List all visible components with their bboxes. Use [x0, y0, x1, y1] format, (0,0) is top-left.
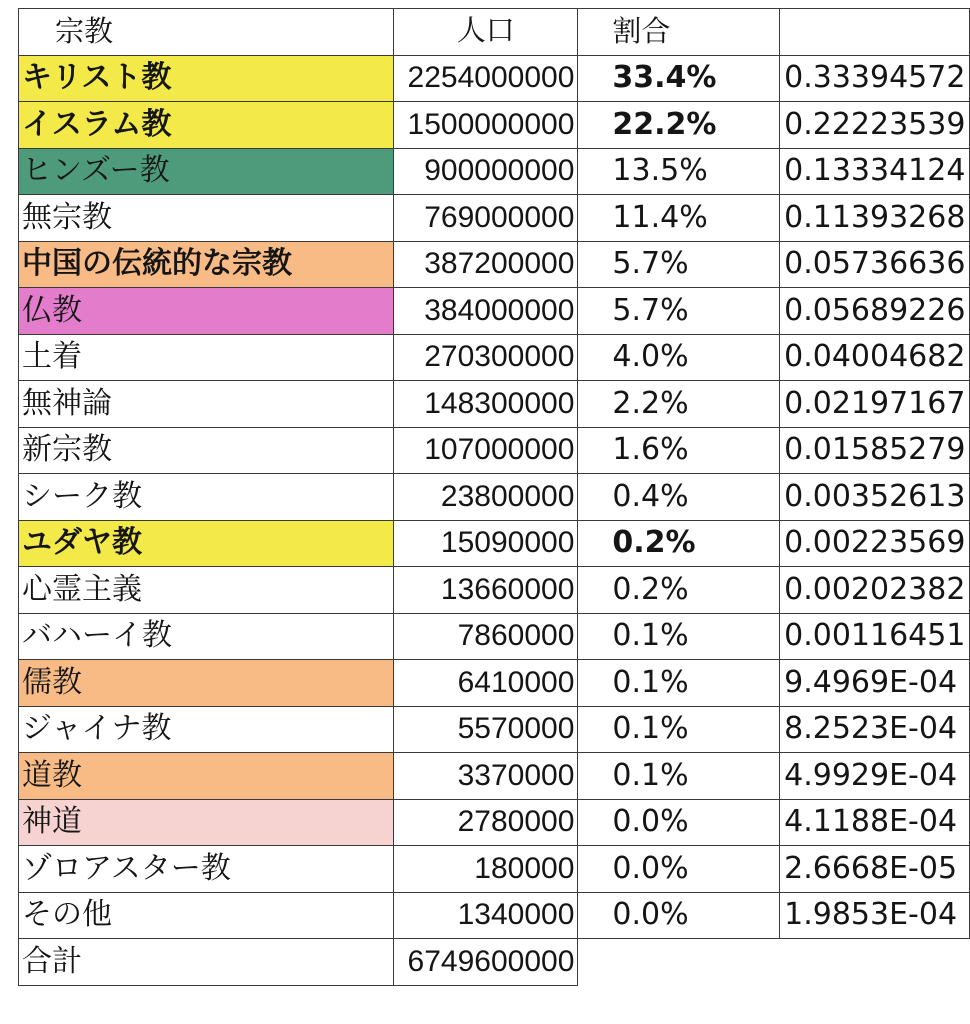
- ratio-cell: 4.9929E-04: [780, 753, 970, 800]
- table-row: [19, 195, 970, 242]
- header-row: [19, 9, 970, 56]
- share-cell: 0.1%: [578, 753, 780, 800]
- religion-name-cell: ジャイナ教: [19, 706, 394, 753]
- religion-name-cell: ヒンズー教: [19, 148, 394, 195]
- table-row: [19, 753, 970, 800]
- population-cell: 180000: [394, 846, 578, 893]
- share-cell: 11.4%: [578, 195, 780, 242]
- religion-name-cell: 儒教: [19, 660, 394, 707]
- population-cell: 384000000: [394, 288, 578, 335]
- ratio-cell: 0.00352613: [780, 474, 970, 521]
- population-cell: 5570000: [394, 706, 578, 753]
- religion-name-cell: 心霊主義: [19, 567, 394, 614]
- share-cell: 1.6%: [578, 427, 780, 474]
- table-row: [19, 799, 970, 846]
- ratio-cell: 0.00223569: [780, 520, 970, 567]
- ratio-cell: 0.04004682: [780, 334, 970, 381]
- population-cell: 900000000: [394, 148, 578, 195]
- header-ratio: [780, 9, 970, 56]
- population-cell: 6410000: [394, 660, 578, 707]
- religion-name-cell: その他: [19, 892, 394, 939]
- total-share-empty: [578, 939, 780, 986]
- population-cell: 769000000: [394, 195, 578, 242]
- table-row: [19, 567, 970, 614]
- religion-name-cell: シーク教: [19, 474, 394, 521]
- religion-name-cell: キリスト教: [19, 55, 394, 102]
- ratio-cell: 2.6668E-05: [780, 846, 970, 893]
- population-cell: 7860000: [394, 613, 578, 660]
- population-cell: 13660000: [394, 567, 578, 614]
- ratio-cell: 4.1188E-04: [780, 799, 970, 846]
- religion-name-cell: 神道: [19, 799, 394, 846]
- population-cell: 107000000: [394, 427, 578, 474]
- share-cell: 13.5%: [578, 148, 780, 195]
- religion-name-cell: 中国の伝統的な宗教: [19, 241, 394, 288]
- header-religion: 宗教: [19, 9, 394, 56]
- ratio-cell: 0.33394572: [780, 55, 970, 102]
- ratio-cell: 8.2523E-04: [780, 706, 970, 753]
- religion-name-cell: ユダヤ教: [19, 520, 394, 567]
- religion-name-cell: 無神論: [19, 381, 394, 428]
- share-cell: 22.2%: [578, 102, 780, 149]
- population-cell: 15090000: [394, 520, 578, 567]
- share-cell: 0.1%: [578, 660, 780, 707]
- population-cell: 1500000000: [394, 102, 578, 149]
- share-cell: 0.2%: [578, 520, 780, 567]
- religion-name-cell: 仏教: [19, 288, 394, 335]
- ratio-cell: 0.22223539: [780, 102, 970, 149]
- share-cell: 0.4%: [578, 474, 780, 521]
- table-row: [19, 102, 970, 149]
- ratio-cell: 0.00116451: [780, 613, 970, 660]
- share-cell: 0.1%: [578, 613, 780, 660]
- table-row: [19, 241, 970, 288]
- header-population: 人口: [394, 9, 578, 56]
- religion-name-cell: 無宗教: [19, 195, 394, 242]
- share-cell: 0.0%: [578, 892, 780, 939]
- religion-name-cell: 新宗教: [19, 427, 394, 474]
- total-ratio-empty: [780, 939, 970, 986]
- table-row: [19, 427, 970, 474]
- table-row: [19, 334, 970, 381]
- table-row: [19, 660, 970, 707]
- ratio-cell: 0.05736636: [780, 241, 970, 288]
- share-cell: 0.0%: [578, 799, 780, 846]
- religion-name-cell: ゾロアスター教: [19, 846, 394, 893]
- population-cell: 2254000000: [394, 55, 578, 102]
- table-row: [19, 381, 970, 428]
- share-cell: 4.0%: [578, 334, 780, 381]
- table-row: [19, 846, 970, 893]
- population-cell: 148300000: [394, 381, 578, 428]
- share-cell: 33.4%: [578, 55, 780, 102]
- share-cell: 0.1%: [578, 706, 780, 753]
- religion-population-table: [18, 8, 970, 986]
- table-row: [19, 892, 970, 939]
- ratio-cell: 0.11393268: [780, 195, 970, 242]
- population-cell: 23800000: [394, 474, 578, 521]
- total-row: [19, 939, 970, 986]
- share-cell: 5.7%: [578, 241, 780, 288]
- ratio-cell: 1.9853E-04: [780, 892, 970, 939]
- religion-name-cell: 道教: [19, 753, 394, 800]
- population-cell: 2780000: [394, 799, 578, 846]
- religion-name-cell: イスラム教: [19, 102, 394, 149]
- religion-name-cell: バハーイ教: [19, 613, 394, 660]
- table-row: [19, 520, 970, 567]
- population-cell: 3370000: [394, 753, 578, 800]
- total-population: 6749600000: [394, 939, 578, 986]
- population-cell: 1340000: [394, 892, 578, 939]
- table-row: [19, 706, 970, 753]
- share-cell: 0.0%: [578, 846, 780, 893]
- ratio-cell: 0.01585279: [780, 427, 970, 474]
- share-cell: 5.7%: [578, 288, 780, 335]
- ratio-cell: 0.02197167: [780, 381, 970, 428]
- population-cell: 270300000: [394, 334, 578, 381]
- ratio-cell: 0.00202382: [780, 567, 970, 614]
- header-share: 割合: [578, 9, 780, 56]
- religion-name-cell: 土着: [19, 334, 394, 381]
- ratio-cell: 9.4969E-04: [780, 660, 970, 707]
- ratio-cell: 0.05689226: [780, 288, 970, 335]
- table-row: [19, 474, 970, 521]
- total-label: 合計: [19, 939, 394, 986]
- population-cell: 387200000: [394, 241, 578, 288]
- table-row: [19, 55, 970, 102]
- share-cell: 2.2%: [578, 381, 780, 428]
- ratio-cell: 0.13334124: [780, 148, 970, 195]
- table-row: [19, 148, 970, 195]
- table-row: [19, 288, 970, 335]
- share-cell: 0.2%: [578, 567, 780, 614]
- table-row: [19, 613, 970, 660]
